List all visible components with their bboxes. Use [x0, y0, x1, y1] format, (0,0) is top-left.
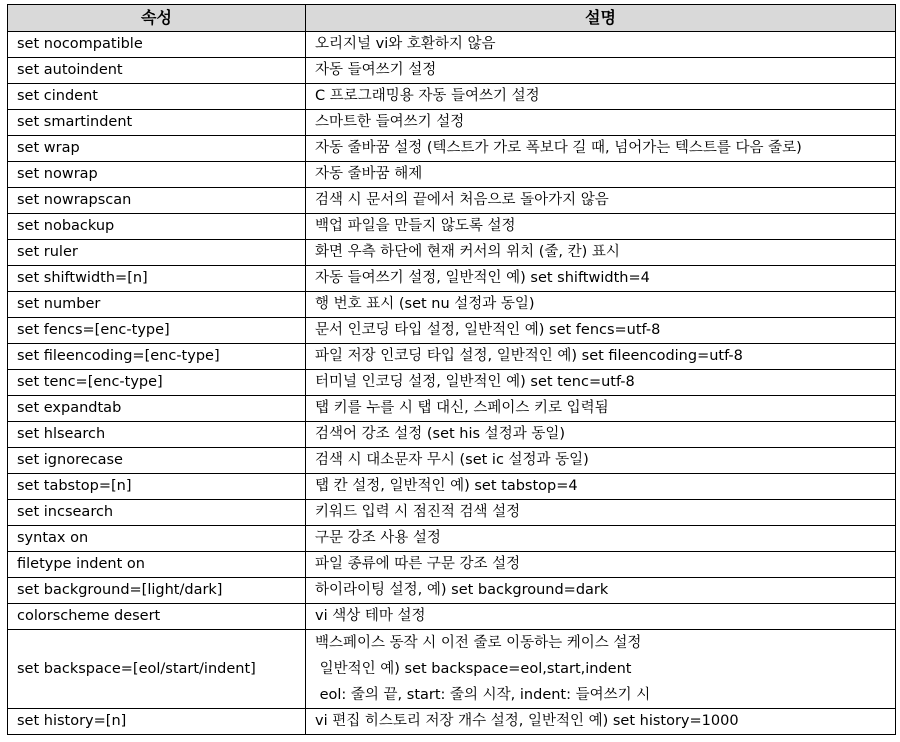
attribute-cell: set nowrapscan	[8, 188, 306, 214]
description-cell: 문서 인코딩 타입 설정, 일반적인 예) set fencs=utf-8	[306, 318, 896, 344]
table-row	[8, 162, 896, 188]
description-cell: 파일 저장 인코딩 타입 설정, 일반적인 예) set fileencoding=utf-8	[306, 344, 896, 370]
description-line: 일반적인 예) set backspace=eol,start,indent	[315, 661, 632, 677]
header-attribute: 속성	[8, 5, 306, 32]
description-cell: 오리지널 vi와 호환하지 않음	[306, 32, 896, 58]
table-row	[8, 240, 896, 266]
table-row	[8, 474, 896, 500]
description-cell: 자동 들여쓰기 설정	[306, 58, 896, 84]
table-row	[8, 709, 896, 735]
table-row	[8, 136, 896, 162]
description-cell: 하이라이팅 설정, 예) set background=dark	[306, 578, 896, 604]
attribute-cell: set backspace=[eol/start/indent]	[8, 630, 306, 709]
attribute-cell: set fencs=[enc-type]	[8, 318, 306, 344]
table-row	[8, 604, 896, 630]
table-row	[8, 344, 896, 370]
attribute-cell: filetype indent on	[8, 552, 306, 578]
description-cell: C 프로그래밍용 자동 들여쓰기 설정	[306, 84, 896, 110]
table-row	[8, 422, 896, 448]
table-row	[8, 32, 896, 58]
attribute-cell: set incsearch	[8, 500, 306, 526]
description-cell: 검색 시 문서의 끝에서 처음으로 돌아가지 않음	[306, 188, 896, 214]
description-cell: 백업 파일을 만들지 않도록 설정	[306, 214, 896, 240]
table-row	[8, 630, 896, 709]
description-cell: 자동 들여쓰기 설정, 일반적인 예) set shiftwidth=4	[306, 266, 896, 292]
table-row	[8, 188, 896, 214]
table-row	[8, 578, 896, 604]
description-cell: 파일 종류에 따른 구문 강조 설정	[306, 552, 896, 578]
table-row	[8, 318, 896, 344]
table-row	[8, 110, 896, 136]
attribute-cell: set number	[8, 292, 306, 318]
description-cell: 행 번호 표시 (set nu 설정과 동일)	[306, 292, 896, 318]
description-cell: 탭 키를 누를 시 탭 대신, 스페이스 키로 입력됨	[306, 396, 896, 422]
attribute-cell: set smartindent	[8, 110, 306, 136]
table-row	[8, 552, 896, 578]
table-row	[8, 292, 896, 318]
description-cell: vi 편집 히스토리 저장 개수 설정, 일반적인 예) set history=1000	[306, 709, 896, 735]
attribute-cell: colorscheme desert	[8, 604, 306, 630]
table-header-row	[8, 5, 896, 32]
table-row	[8, 448, 896, 474]
table-row	[8, 396, 896, 422]
description-cell: 터미널 인코딩 설정, 일반적인 예) set tenc=utf-8	[306, 370, 896, 396]
table-row	[8, 266, 896, 292]
attribute-cell: set cindent	[8, 84, 306, 110]
description-line: 백스페이스 동작 시 이전 줄로 이동하는 케이스 설정	[315, 635, 642, 651]
attribute-cell: set tabstop=[n]	[8, 474, 306, 500]
attribute-cell: set autoindent	[8, 58, 306, 84]
description-line: eol: 줄의 끝, start: 줄의 시작, indent: 들여쓰기 시	[315, 687, 651, 703]
description-cell: 자동 줄바꿈 설정 (텍스트가 가로 폭보다 길 때, 넘어가는 텍스트를 다음 줄로)	[306, 136, 896, 162]
description-cell: vi 색상 테마 설정	[306, 604, 896, 630]
description-cell: 화면 우측 하단에 현재 커서의 위치 (줄, 칸) 표시	[306, 240, 896, 266]
description-cell: 검색어 강조 설정 (set his 설정과 동일)	[306, 422, 896, 448]
attribute-cell: set nocompatible	[8, 32, 306, 58]
description-cell: 스마트한 들여쓰기 설정	[306, 110, 896, 136]
attribute-cell: set expandtab	[8, 396, 306, 422]
description-cell: 탭 칸 설정, 일반적인 예) set tabstop=4	[306, 474, 896, 500]
attribute-cell: set background=[light/dark]	[8, 578, 306, 604]
table-row	[8, 526, 896, 552]
attribute-cell: set fileencoding=[enc-type]	[8, 344, 306, 370]
vim-settings-table	[7, 4, 896, 735]
attribute-cell: set ruler	[8, 240, 306, 266]
attribute-cell: syntax on	[8, 526, 306, 552]
description-cell: 키워드 입력 시 점진적 검색 설정	[306, 500, 896, 526]
description-cell: 자동 줄바꿈 해제	[306, 162, 896, 188]
table-row	[8, 500, 896, 526]
attribute-cell: set ignorecase	[8, 448, 306, 474]
description-cell: 검색 시 대소문자 무시 (set ic 설정과 동일)	[306, 448, 896, 474]
description-cell	[306, 630, 896, 709]
table-row	[8, 370, 896, 396]
attribute-cell: set nowrap	[8, 162, 306, 188]
attribute-cell: set shiftwidth=[n]	[8, 266, 306, 292]
attribute-cell: set tenc=[enc-type]	[8, 370, 306, 396]
table-row	[8, 214, 896, 240]
attribute-cell: set history=[n]	[8, 709, 306, 735]
description-cell: 구문 강조 사용 설정	[306, 526, 896, 552]
attribute-cell: set wrap	[8, 136, 306, 162]
attribute-cell: set hlsearch	[8, 422, 306, 448]
table-body	[8, 32, 896, 735]
attribute-cell: set nobackup	[8, 214, 306, 240]
table-row	[8, 58, 896, 84]
header-description: 설명	[306, 5, 896, 32]
table-row	[8, 84, 896, 110]
